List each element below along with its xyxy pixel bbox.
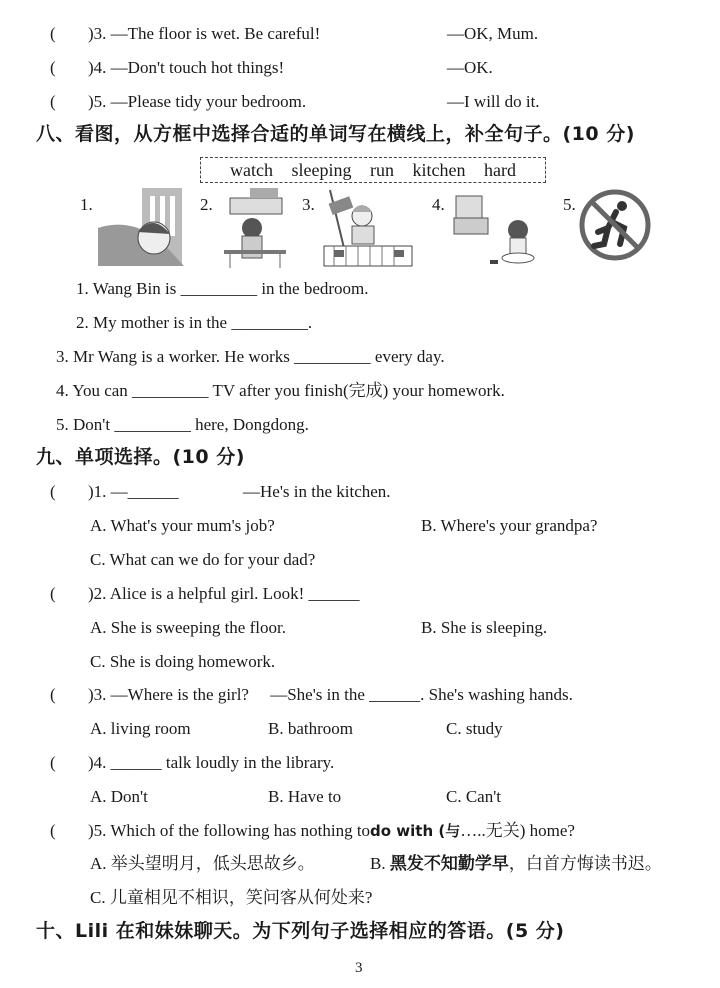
question-row [50,820,575,842]
answer-text: —OK, Mum. [447,24,539,43]
option-b [370,853,662,875]
question-text: )5. —Please tidy your bedroom. [88,92,307,111]
answer-paren: ( [50,24,56,43]
option-b-letter: B. [370,854,390,873]
option-c: C. Can't [446,787,502,806]
option-b-rest: ，白首方悔读书迟。 [508,854,662,873]
question-row [50,684,573,706]
question-row [50,91,306,113]
option-c: C. 儿童相见不相识，笑问客从何处来? [90,888,373,907]
question-text: )5. Which of the following has nothing to [88,821,371,840]
answer-text: —I will do it. [447,92,540,111]
question-row [50,583,359,605]
no-running-sign-icon [578,188,652,262]
question-text: )4. —Don't touch hot things! [88,58,285,77]
fill-in-sentence: 4. You can _________ TV after you finish(完成) your homework. [56,381,505,400]
section-heading: 十、Lili 在和妹妹聊天。为下列句子选择相应的答语。(5 分) [36,920,565,942]
question-text: )2. Alice is a helpful girl. Look! ______ [88,584,360,603]
answer-paren: ( [50,821,56,840]
option-a: A. She is sweeping the floor. [90,618,286,637]
option-c: C. She is doing homework. [90,652,276,671]
question-text: )4. ______ talk loudly in the library. [88,753,335,772]
option-c: C. study [446,719,503,738]
boy-sleeping-in-bed-icon [98,188,184,266]
question-text: —He's in the kitchen. [243,482,391,501]
question-row [50,57,284,79]
answer-paren: ( [50,482,56,501]
question-text: )1. —______ [88,482,179,501]
fill-in-sentence: 1. Wang Bin is _________ in the bedroom. [76,279,369,298]
picture-label: 5. [563,195,576,214]
fill-in-sentence: 2. My mother is in the _________. [76,313,313,332]
option-b-bold: 黑发不知勤学早 [389,854,509,874]
fill-in-sentence: 3. Mr Wang is a worker. He works _________ every day. [56,347,445,366]
worker-at-factory-icon [322,188,414,270]
answer-paren: ( [50,584,56,603]
question-row [50,752,334,774]
fill-in-sentence: 5. Don't _________ here, Dongdong. [56,415,309,434]
question-row [50,23,320,45]
option-b: B. Have to [268,787,342,806]
answer-paren: ( [50,58,56,77]
option-a: A. Don't [90,787,148,806]
answer-text: —OK. [447,58,493,77]
page-number: 3 [355,960,363,976]
boy-watching-tv-icon [452,188,536,270]
picture-label: 2. [200,195,213,214]
picture-label: 3. [302,195,315,214]
option-a: A. living room [90,719,191,738]
option-b: B. Where's your grandpa? [421,516,598,535]
question-text: …..无关) home? [460,821,575,840]
question-text: )3. —The floor is wet. Be careful! [88,24,321,43]
answer-paren: ( [50,92,56,111]
option-b: B. She is sleeping. [421,618,548,637]
picture-label: 1. [80,195,93,214]
mother-in-kitchen-icon [220,188,290,268]
answer-paren: ( [50,753,56,772]
word-box: watch sleeping run kitchen hard [200,157,546,183]
answer-paren: ( [50,685,56,704]
picture-label: 4. [432,195,445,214]
section-heading: 八、看图，从方框中选择合适的单词写在横线上，补全句子。(10 分) [36,123,635,145]
option-c: C. What can we do for your dad? [90,550,316,569]
question-text: )3. —Where is the girl? —She's in the ______. She's washing hands. [88,685,573,704]
option-a: A. 举头望明月，低头思故乡。 [90,854,315,873]
question-row [50,481,179,503]
option-a: A. What's your mum's job? [90,516,275,535]
question-text-bold: do with (与 [370,822,461,840]
option-b: B. bathroom [268,719,353,738]
section-heading: 九、单项选择。(10 分) [36,446,245,468]
